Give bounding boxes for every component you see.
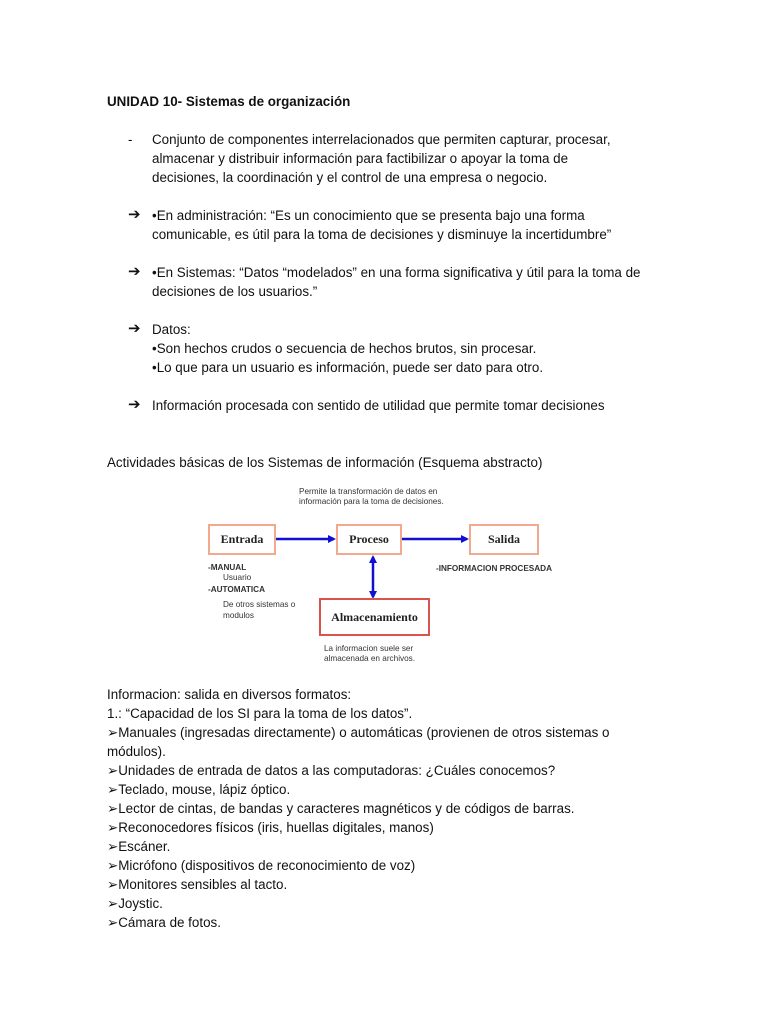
diagram-arrows (207, 483, 565, 668)
list-item-1: 1.: “Capacidad de los SI para la toma de los datos”. (107, 706, 413, 721)
section-heading: Actividades básicas de los Sistemas de información (Esquema abstracto) (107, 455, 543, 470)
list-item: ➢Monitores sensibles al tacto. (107, 877, 288, 892)
list-item: ➢Teclado, mouse, lápiz óptico. (107, 782, 291, 797)
admin-line-1: •En administración: “Es un conocimiento que se presenta bajo una forma (152, 208, 585, 223)
list-item: ➢Reconocedores físicos (iris, huellas digitales, manos) (107, 820, 434, 835)
manual-label: -MANUAL (208, 563, 247, 572)
list-item: ➢Micrófono (dispositivos de reconocimiento de voz) (107, 858, 416, 873)
list-item: ➢Unidades de entrada de datos a las computadoras: ¿Cuáles conocemos? (107, 763, 556, 778)
almacenamiento-box: Almacenamiento (319, 598, 430, 636)
almac-note-line-1: La informacion suele ser (324, 644, 414, 653)
definition-line-1: Conjunto de componentes interrelacionados que permiten capturar, procesar, (152, 132, 611, 147)
sistemas-line-2: decisiones de los usuarios.” (152, 284, 318, 299)
proceso-box: Proceso (336, 524, 402, 555)
de-otros-line-1: De otros sistemas o (223, 600, 296, 609)
dash-bullet: - (128, 132, 133, 147)
datos-line-3: •Lo que para un usuario es información, puede ser dato para otro. (152, 360, 544, 375)
entrada-box: Entrada (208, 524, 276, 555)
arrow-right-icon: ➔ (128, 320, 141, 337)
list-item: ➢Joystic. (107, 896, 163, 911)
almac-note-line-2: almacenada en archivos. (324, 654, 416, 663)
de-otros-line-2: modulos (223, 611, 254, 620)
definition-line-3: decisiones, la coordinación y el control de una empresa o negocio. (152, 170, 548, 185)
usuario-label: Usuario (223, 573, 252, 582)
info-procesada-line: Información procesada con sentido de utilidad que permite tomar decisiones (152, 398, 605, 413)
list-item: ➢Manuales (ingresadas directamente) o automáticas (provienen de otros sistemas o (107, 725, 610, 740)
list-intro: Informacion: salida en diversos formatos: (107, 687, 352, 702)
list-item: módulos). (107, 744, 166, 759)
sistemas-line-1: •En Sistemas: “Datos “modelados” en una forma significativa y útil para la toma de (152, 265, 641, 280)
list-item: ➢Escáner. (107, 839, 171, 854)
definition-line-2: almacenar y distribuir información para factibilizar o apoyar la toma de (152, 151, 569, 166)
salida-box: Salida (469, 524, 539, 555)
datos-line-1: Datos: (152, 322, 191, 337)
top-note-line-2: información para la toma de decisiones. (299, 497, 444, 506)
informacion-procesada-label: -INFORMACION PROCESADA (436, 564, 552, 573)
system-diagram (207, 483, 565, 668)
list-item: ➢Cámara de fotos. (107, 915, 221, 930)
arrow-right-icon: ➔ (128, 263, 141, 280)
top-note-line-1: Permite la transformación de datos en (299, 487, 438, 496)
page-title: UNIDAD 10- Sistemas de organización (107, 94, 351, 109)
arrow-right-icon: ➔ (128, 396, 141, 413)
admin-line-2: comunicable, es útil para la toma de decisiones y disminuye la incertidumbre” (152, 227, 612, 242)
arrow-right-icon: ➔ (128, 206, 141, 223)
datos-line-2: •Son hechos crudos o secuencia de hechos brutos, sin procesar. (152, 341, 537, 356)
automatica-label: -AUTOMATICA (208, 585, 265, 594)
list-item: ➢Lector de cintas, de bandas y caracteres magnéticos y de códigos de barras. (107, 801, 575, 816)
